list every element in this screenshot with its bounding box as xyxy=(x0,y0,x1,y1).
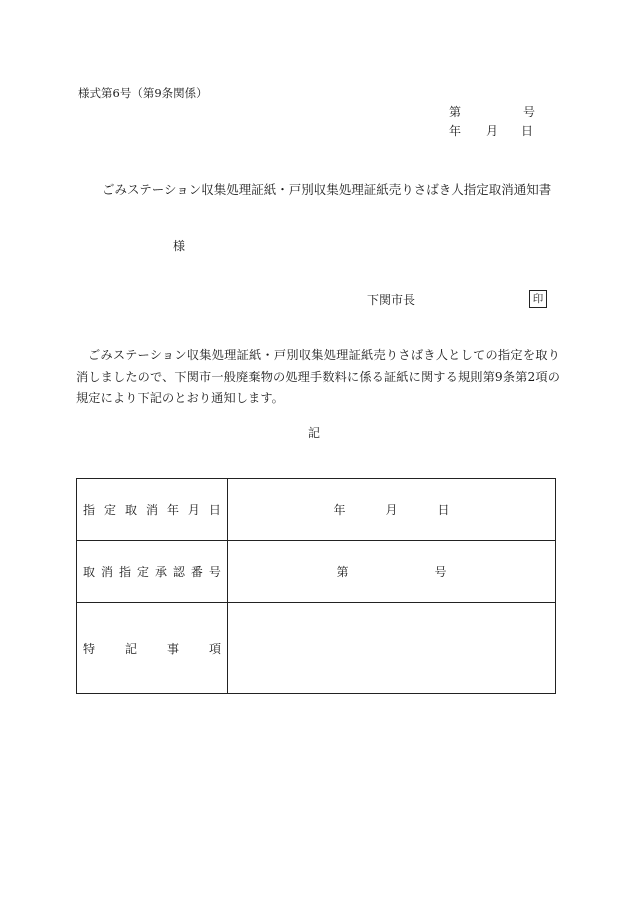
label-char: 承 xyxy=(154,565,167,579)
table-row-cancel-date xyxy=(77,479,556,541)
label-char: 取 xyxy=(124,503,137,517)
value-part: 月 xyxy=(385,503,398,517)
doc-date-year: 年 xyxy=(449,124,462,138)
label-char: 定 xyxy=(136,565,149,579)
doc-number-suffix: 号 xyxy=(523,105,536,119)
label-char: 年 xyxy=(166,503,179,517)
value-cell-remarks[interactable] xyxy=(228,603,556,694)
label-char: 消 xyxy=(145,503,158,517)
ki-heading: 記 xyxy=(308,426,321,440)
body-text xyxy=(76,345,560,410)
body-line: により下記のとおり通知します。 xyxy=(100,391,284,405)
issuer-name: 下関市長 xyxy=(367,293,416,307)
label-cell xyxy=(77,603,228,694)
label-cell xyxy=(77,541,228,603)
details-table xyxy=(76,478,556,694)
document-title: ごみステーション収集処理証紙・戸別収集処理証紙売りさばき人指定取消通知書 xyxy=(102,182,552,197)
label-char: 定 xyxy=(103,503,116,517)
doc-number-prefix: 第 xyxy=(449,105,462,119)
doc-date-month: 月 xyxy=(486,124,499,138)
label-char: 日 xyxy=(208,503,221,517)
seal-mark: 印 xyxy=(529,290,547,308)
value-part: 年 xyxy=(333,503,346,517)
addressee-suffix: 様 xyxy=(173,239,186,253)
label-char: 項 xyxy=(208,641,221,656)
label-char: 号 xyxy=(208,565,221,579)
label-char: 月 xyxy=(187,503,200,517)
body-line: しましたので、下関市一般廃棄物の処理手数料に係る証紙に関する規則第9条第2項の規定 xyxy=(76,369,560,405)
body-line: ごみステーション収集処理証紙・戸別収集処理証紙売りさばき人としての指定を取り消 xyxy=(76,348,560,384)
value-part: 日 xyxy=(437,503,450,517)
value-part: 第 xyxy=(336,565,349,579)
label-char: 記 xyxy=(124,641,137,656)
doc-date-day: 日 xyxy=(521,124,534,138)
label-char: 事 xyxy=(166,641,179,656)
label-char: 取 xyxy=(83,565,96,579)
label-char: 認 xyxy=(172,565,185,579)
label-char: 消 xyxy=(100,565,113,579)
value-cell-cancel-date xyxy=(228,479,556,541)
form-number: 様式第6号（第9条関係） xyxy=(78,86,208,100)
label-char: 番 xyxy=(190,565,203,579)
table-row-approval-number xyxy=(77,541,556,603)
label-char: 特 xyxy=(83,641,96,656)
value-cell-approval-number xyxy=(228,541,556,603)
label-cell xyxy=(77,479,228,541)
label-char: 指 xyxy=(83,503,96,517)
table-row-remarks xyxy=(77,603,556,694)
value-part: 号 xyxy=(434,565,447,579)
label-char: 指 xyxy=(118,565,131,579)
